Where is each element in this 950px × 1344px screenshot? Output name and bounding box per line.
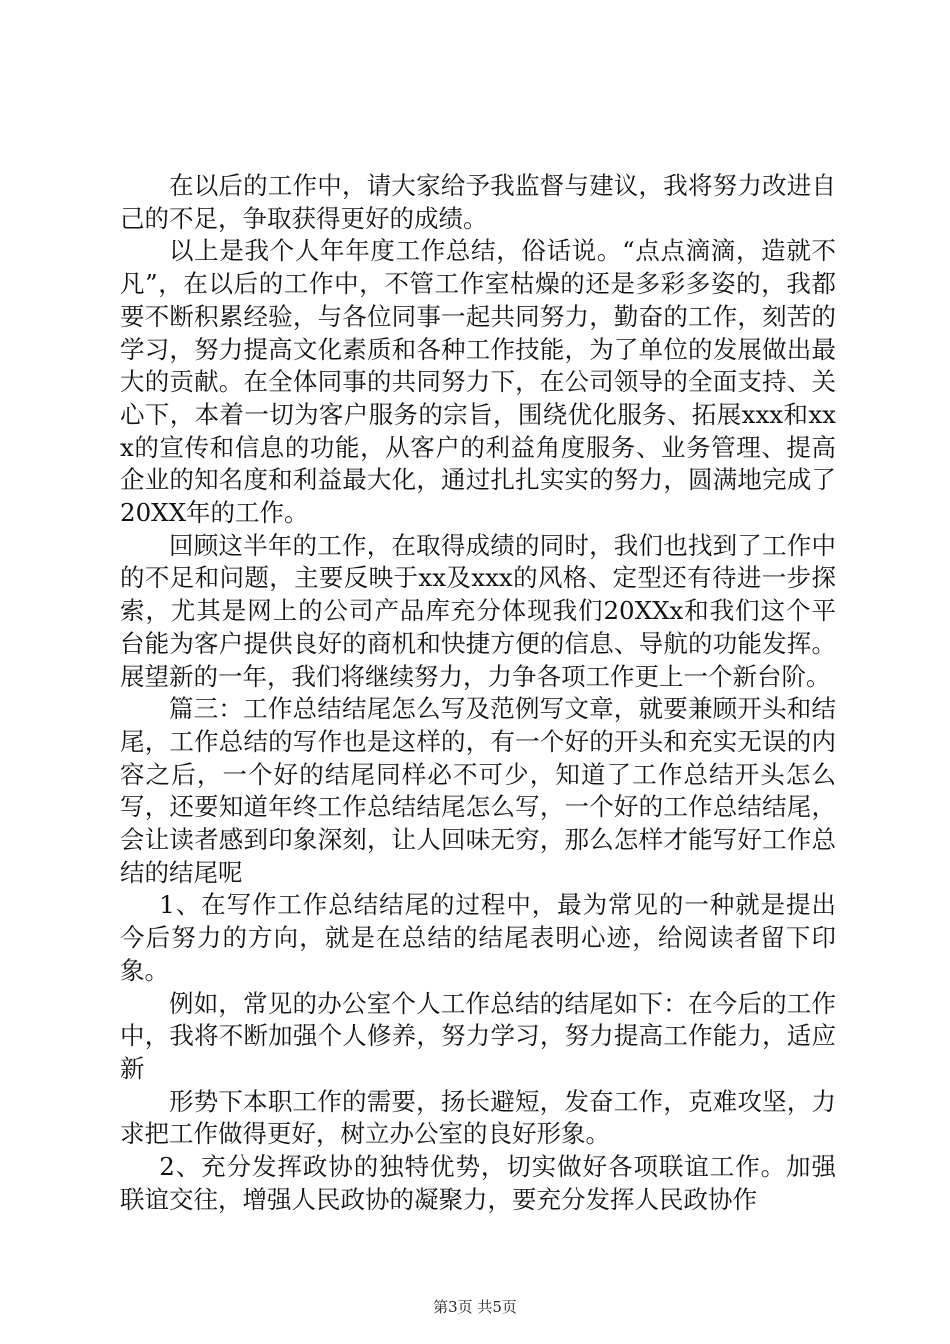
- paragraph-6: 例如，常见的办公室个人工作总结的结尾如下：在今后的工作中，我将不断加强个人修养，努力学习，努力提高工作能力，适应新: [120, 988, 836, 1083]
- paragraph-2: 以上是我个人年年度工作总结，俗话说。“点点滴滴，造就不凡”，在以后的工作中，不管工作室枯燥的还是多彩多姿的，我都要不断积累经验，与各位同事一起共同努力，勤奋的工作，刻苦的学习，努力提高文化素质和各种工作技能，为了单位的发展做出最大的贡献。在全体同事的共同努力下，在公司领导的全面支持、关心下，本着一切为客户服务的宗旨，围绕优化服务、拓展xxx和xxx的宣传和信息的功能，从客户的利益角度服务、业务管理、提高企业的知名度和利益最大化，通过扎扎实实的努力，圆满地完成了20XX年的工作。: [120, 236, 836, 528]
- page-footer: [0, 1297, 950, 1317]
- paragraph-8: 2、充分发挥政协的独特优势，切实做好各项联谊工作。加强联谊交往，增强人民政协的凝聚力，要充分发挥人民政协作: [120, 1152, 836, 1214]
- paragraph-1: 在以后的工作中，请大家给予我监督与建议，我将努力改进自己的不足，争取获得更好的成绩。: [120, 171, 836, 233]
- paragraph-4: 篇三：工作总结结尾怎么写及范例写文章，就要兼顾开头和结尾，工作总结的写作也是这样的，有一个好的开头和充实无误的内容之后，一个好的结尾同样必不可少，知道了工作总结开头怎么写，还要知道年终工作总结结尾怎么写，一个好的工作总结结尾，会让读者感到印象深刻，让人回味无穷，那么怎样才能写好工作总结的结尾呢: [120, 694, 836, 887]
- paragraph-5: 1、在写作工作总结结尾的过程中，最为常见的一种就是提出今后努力的方向，就是在总结的结尾表明心迹，给阅读者留下印象。: [120, 890, 836, 985]
- paragraph-7: 形势下本职工作的需要，扬长避短，发奋工作，克难攻坚，力求把工作做得更好，树立办公室的良好形象。: [120, 1086, 836, 1149]
- paragraph-3: 回顾这半年的工作，在取得成绩的同时，我们也找到了工作中的不足和问题，主要反映于xx及xxx的风格、定型还有待进一步探索，尤其是网上的公司产品库充分体现我们20XXx和我们这个平台能为客户提供良好的商机和快捷方便的信息、导航的功能发挥。展望新的一年，我们将继续努力，力争各项工作更上一个新台阶。: [120, 530, 836, 691]
- page-number-label: 第3页 共5页: [433, 1298, 517, 1316]
- document-body: [120, 170, 836, 1217]
